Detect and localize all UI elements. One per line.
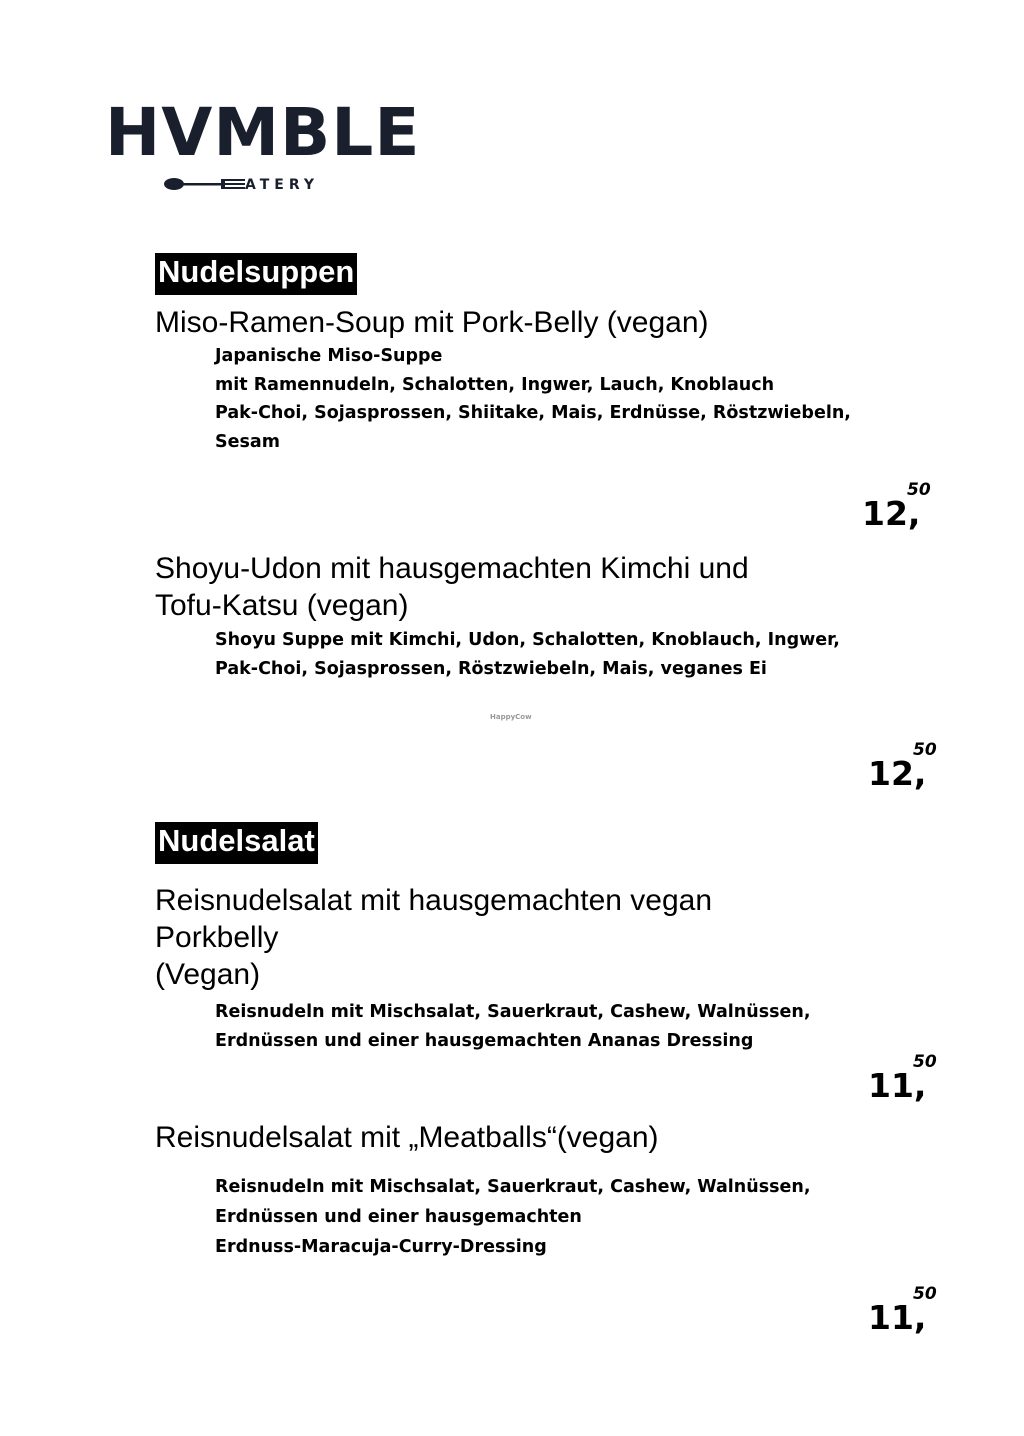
price-miso-ramen (862, 480, 931, 533)
section-title-nudelsalat: Nudelsalat (155, 822, 318, 864)
logo-subtitle: ATERY (245, 177, 320, 193)
watermark: HappyCow (490, 713, 532, 721)
price-cents: 50 (913, 740, 937, 760)
dish-description-shoyu-udon: Shoyu Suppe mit Kimchi, Udon, Schalotten, Knoblauch, Ingwer, Pak-Choi, Sojasprossen, Röstzwiebeln, Mais, veganes Ei (215, 630, 840, 679)
price-shoyu-udon (868, 740, 937, 793)
dish-description-reisnudelsalat-porkbelly: Reisnudeln mit Mischsalat, Sauerkraut, Cashew, Walnüssen, Erdnüssen und einer hausgemachten Ananas Dressing (215, 1002, 811, 1051)
logo-wordmark: HVMBLE (105, 94, 421, 171)
price-main: 11, (868, 1298, 927, 1337)
dish-description-reisnudelsalat-meatballs: Reisnudeln mit Mischsalat, Sauerkraut, Cashew, Walnüssen, Erdnüssen und einer hausgemachten Erdnuss-Maracuja-Curry-Dressing (215, 1177, 811, 1257)
dish-name-miso-ramen: Miso-Ramen-Soup mit Pork-Belly (vegan) (155, 306, 709, 339)
cutlery-icon (163, 176, 248, 192)
price-reisnudelsalat-meatballs (868, 1284, 937, 1337)
price-main: 11, (868, 1066, 927, 1105)
price-cents: 50 (913, 1052, 937, 1072)
price-reisnudelsalat-porkbelly (868, 1052, 937, 1105)
dish-name-reisnudelsalat-porkbelly: Reisnudelsalat mit hausgemachten vegan Porkbelly (Vegan) (155, 884, 713, 991)
section-title-nudelsuppen: Nudelsuppen (155, 253, 357, 295)
dish-description-miso-ramen: Japanische Miso-Suppe mit Ramennudeln, Schalotten, Ingwer, Lauch, Knoblauch Pak-Choi, Sojasprossen, Shiitake, Mais, Erdnüsse, Röstzwiebeln, Sesam (215, 346, 851, 452)
price-main: 12, (868, 754, 927, 793)
price-cents: 50 (907, 480, 931, 500)
dish-name-shoyu-udon: Shoyu-Udon mit hausgemachten Kimchi und Tofu-Katsu (vegan) (155, 552, 749, 622)
logo (105, 94, 421, 200)
dish-name-reisnudelsalat-meatballs: Reisnudelsalat mit „Meatballs“(vegan) (155, 1121, 659, 1154)
price-cents: 50 (913, 1284, 937, 1304)
price-main: 12, (862, 494, 921, 533)
